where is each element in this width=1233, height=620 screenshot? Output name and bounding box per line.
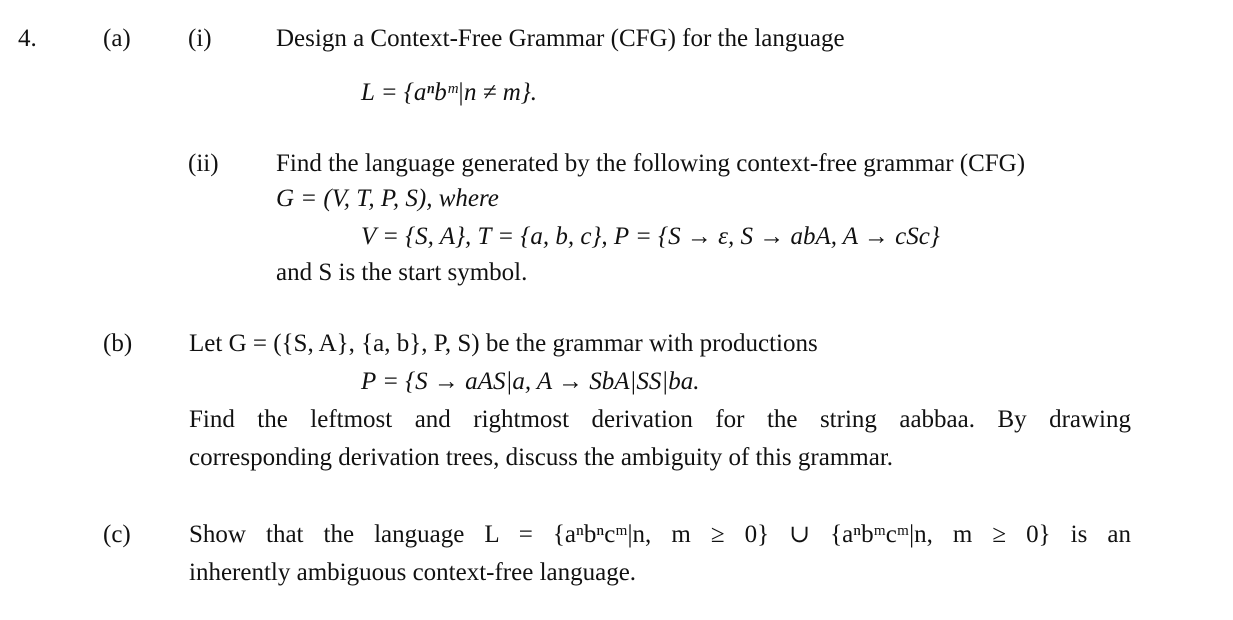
part-c-line2: inherently ambiguous context-free language. xyxy=(189,559,637,586)
part-b-line1: Let G = ({S, A}, {a, b}, P, S) be the grammar with productions xyxy=(189,330,818,357)
part-a-ii-line4: and S is the start symbol. xyxy=(276,259,528,286)
part-b-label: (b) xyxy=(103,330,133,357)
part-c-line1: Show that the language L = {aⁿbⁿcᵐ|n, m ≥ 0} ∪ {aⁿbᵐcᵐ|n, m ≥ 0} is an xyxy=(189,521,1131,548)
part-a-ii-line1: Find the language generated by the following context-free grammar (CFG) xyxy=(276,150,1026,177)
part-a-ii-label: (ii) xyxy=(188,150,219,177)
part-a-label: (a) xyxy=(103,25,131,52)
part-a-i-text: Design a Context-Free Grammar (CFG) for the language xyxy=(276,25,845,52)
part-a-i-formula: L = {aⁿbᵐ|n ≠ m}. xyxy=(361,79,538,106)
part-a-ii-line2: G = (V, T, P, S), where xyxy=(276,185,499,212)
part-b-productions: P = {S → aAS|a, A → SbA|SS|ba. xyxy=(361,368,700,395)
part-c-label: (c) xyxy=(103,521,131,548)
question-number: 4. xyxy=(18,25,37,52)
part-a-ii-line3: V = {S, A}, T = {a, b, c}, P = {S → ε, S → abA, A → cSc} xyxy=(361,223,940,250)
part-a-i-label: (i) xyxy=(188,25,212,52)
part-b-line3: Find the leftmost and rightmost derivation for the string aabbaa. By drawing xyxy=(189,406,1131,433)
part-b-line4: corresponding derivation trees, discuss the ambiguity of this grammar. xyxy=(189,444,894,471)
